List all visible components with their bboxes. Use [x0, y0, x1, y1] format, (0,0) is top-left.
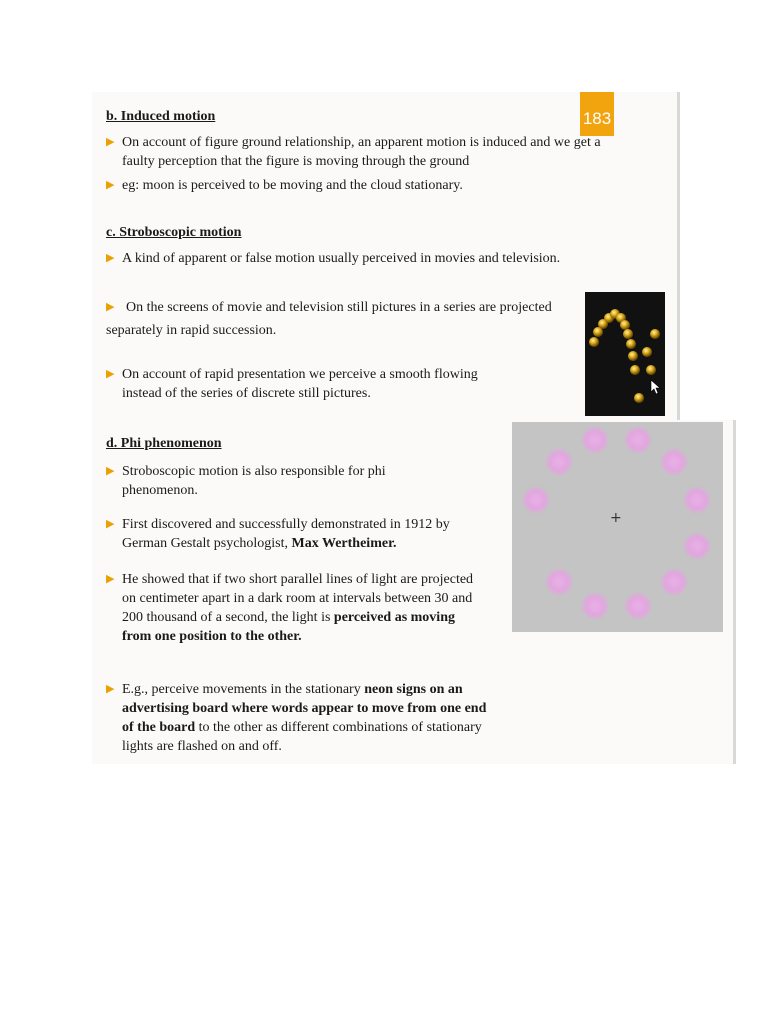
pink-dot	[624, 426, 652, 454]
stroboscopic-motion-heading: c. Stroboscopic motion	[106, 225, 242, 240]
list-item-continuation: separately in rapid succession.	[106, 323, 277, 338]
pink-dot	[624, 592, 652, 620]
bullet-triangle-icon: ▶	[106, 136, 115, 148]
page-number-badge: 183	[580, 92, 614, 136]
phi-phenomenon-heading: d. Phi phenomenon	[106, 436, 222, 451]
slide-phi-phenomenon	[92, 420, 736, 764]
pink-dot	[683, 532, 711, 560]
list-item: ▶ First discovered and successfully demonstrated in 1912 by German Gestalt psychologist, Max Wertheimer.	[106, 517, 450, 551]
phi-phenomenon-dot-circle	[512, 422, 723, 632]
list-item: ▶ He showed that if two short parallel lines of light are projected on centimeter apart in a dark room at intervals between 30 and 200 thousand of a second, the light is perceived as moving from one position to the other.	[106, 572, 474, 644]
induced-motion-heading: b. Induced motion	[106, 109, 216, 124]
list-item: ▶ E.g., perceive movements in the stationary neon signs on an advertising board where words appear to move from one end of the board to the other as different combinations of stationary lights are flashed on and off.	[106, 682, 487, 754]
list-item: ▶ On account of rapid presentation we perceive a smooth flowing instead of the series of discrete still pictures.	[106, 367, 478, 401]
pink-dot	[545, 568, 573, 596]
fixation-cross-icon: +	[610, 510, 622, 526]
bullet-triangle-icon: ▶	[106, 368, 115, 380]
bullet-triangle-icon: ▶	[106, 179, 115, 191]
list-item: ▶ A kind of apparent or false motion usually perceived in movies and television.	[106, 251, 561, 266]
list-item: ▶ On the screens of movie and television still pictures in a series are projected	[106, 300, 552, 315]
bullet-triangle-icon: ▶	[106, 683, 115, 695]
pink-dot	[581, 592, 609, 620]
bouncing-balls-image	[585, 292, 665, 416]
bullet-triangle-icon: ▶	[106, 301, 115, 313]
bullet-triangle-icon: ▶	[106, 465, 115, 477]
pink-dot	[683, 486, 711, 514]
pink-dot	[522, 486, 550, 514]
pink-dot	[660, 568, 688, 596]
bullet-triangle-icon: ▶	[106, 518, 115, 530]
list-item: ▶ Stroboscopic motion is also responsible for phi phenomenon.	[106, 464, 386, 498]
pink-dot	[660, 448, 688, 476]
pink-dot	[581, 426, 609, 454]
bullet-triangle-icon: ▶	[106, 573, 115, 585]
list-item: ▶ eg: moon is perceived to be moving and the cloud stationary.	[106, 178, 463, 193]
list-item: ▶ On account of figure ground relationship, an apparent motion is induced and we get a faulty perception that the figure is moving through the ground	[106, 135, 601, 169]
pink-dot	[545, 448, 573, 476]
slide-induced-stroboscopic	[92, 92, 680, 420]
bullet-triangle-icon: ▶	[106, 252, 115, 264]
